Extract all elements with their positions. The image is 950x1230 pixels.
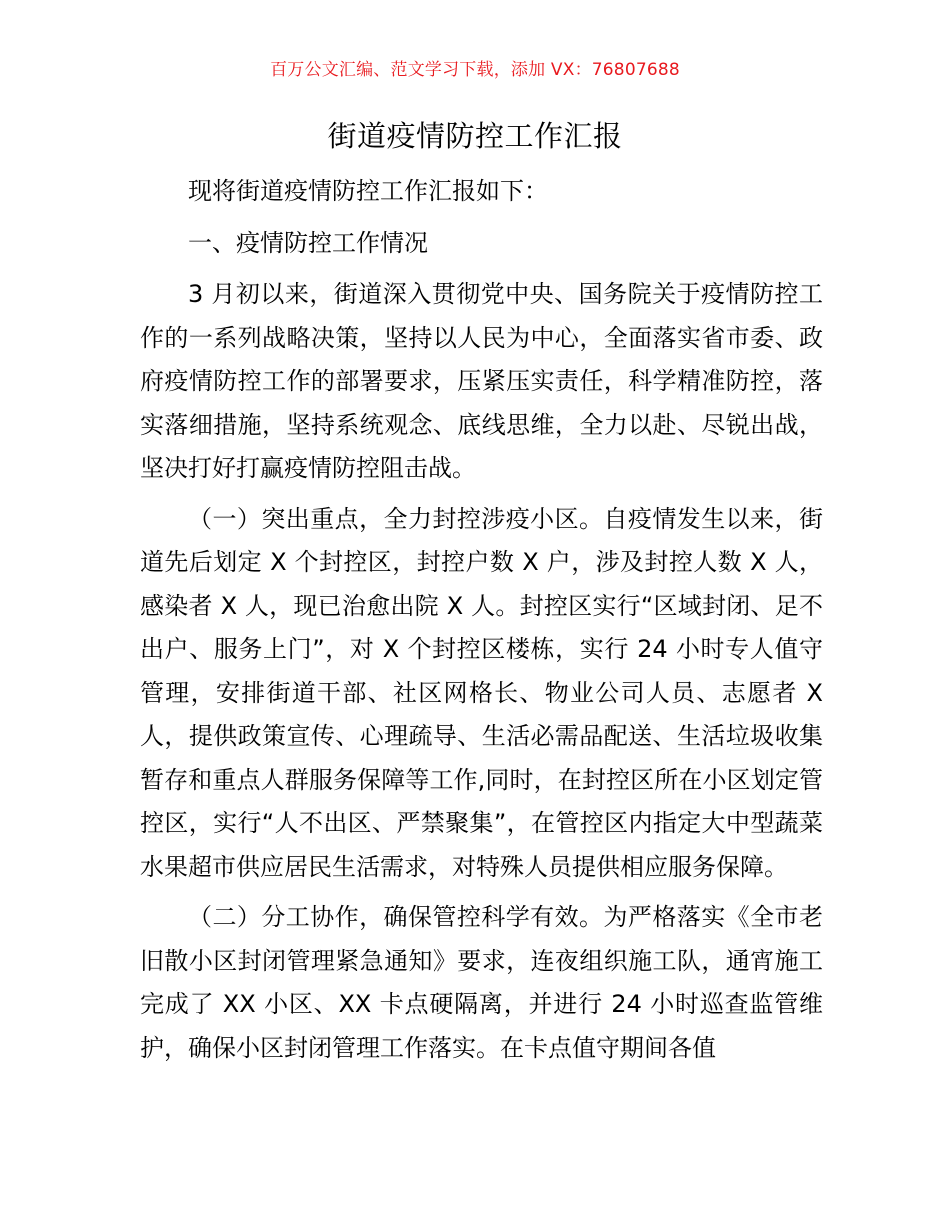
document-title: 街道疫情防控工作汇报 bbox=[327, 119, 623, 153]
body-paragraph-2: （一）突出重点，全力封控涉疫小区。自疫情发生以来，街道先后划定 X 个封控区，封控户数 X 户，涉及封控人数 X 人，感染者 X 人，现已治愈出院 X 人。封控区实行“区域封闭、足不出户、服务上门”，对 X 个封控区楼栋，实行 24 小时专人值守管理，安排街道干部、社区网格长、物业公司人员、志愿者 X 人，提供政策宣传、心理疏导、生活必需品配送、生活垃圾收集暂存和重点人群服务保障等工作,同时，在封控区所在小区划定管控区，实行“人不出区、严禁聚集”，在管控区内指定大中型蔬菜水果超市供应居民生活需求，对特殊人员提供相应服务保障。 bbox=[140, 504, 823, 881]
document-body bbox=[140, 170, 823, 1070]
promo-header: 百万公文汇编、范文学习下载，添加 VX：76807688 bbox=[270, 60, 680, 80]
body-paragraph-3: （二）分工协作，确保管控科学有效。为严格落实《全市老旧散小区封闭管理紧急通知》要求，连夜组织施工队，通宵施工完成了 XX 小区、XX 卡点硬隔离，并进行 24 小时巡查监管维护，确保小区封闭管理工作落实。在卡点值守期间各值 bbox=[140, 903, 823, 1062]
section-heading: 一、疫情防控工作情况 bbox=[188, 228, 428, 257]
intro-paragraph: 现将街道疫情防控工作汇报如下： bbox=[188, 177, 548, 205]
body-paragraph-1: 3 月初以来，街道深入贯彻党中央、国务院关于疫情防控工作的一系列战略决策，坚持以人民为中心，全面落实省市委、政府疫情防控工作的部署要求，压紧压实责任，科学精准防控，落实落细措施，坚持系统观念、底线思维，全力以赴、尽锐出战，坚决打好打赢疫情防控阻击战。 bbox=[140, 280, 823, 482]
